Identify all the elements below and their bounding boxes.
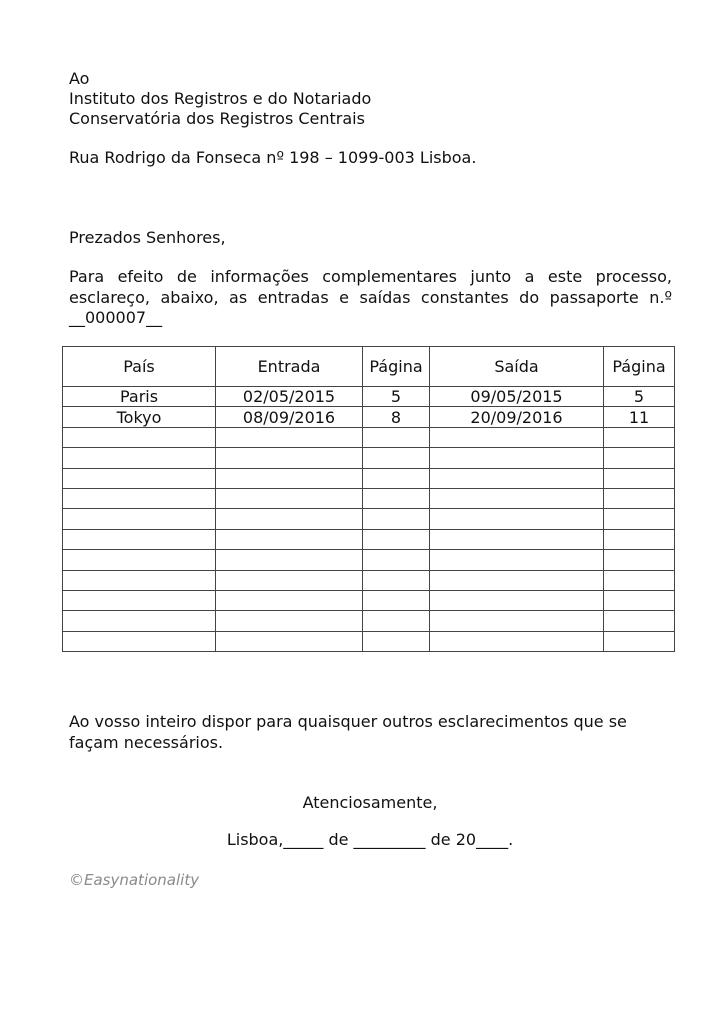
table-row (63, 590, 675, 610)
table-cell: 20/09/2016 (430, 407, 604, 427)
table-cell (430, 427, 604, 447)
table-cell (63, 590, 216, 610)
table-cell: 02/05/2015 (216, 387, 363, 407)
header-entry-page: Página (363, 347, 430, 387)
table-cell (430, 468, 604, 488)
copyright-watermark: ©Easynationality (69, 871, 200, 889)
header-entry: Entrada (216, 347, 363, 387)
table-cell (363, 590, 430, 610)
table-cell (63, 448, 216, 468)
table-cell (363, 631, 430, 651)
table-cell (63, 631, 216, 651)
table-cell (363, 611, 430, 631)
table-cell (363, 468, 430, 488)
date-line: Lisboa,_____ de _________ de 20____. (226, 830, 514, 849)
salutation: Prezados Senhores, (69, 228, 226, 247)
table-cell (216, 488, 363, 508)
table-row (63, 448, 675, 468)
table-cell (63, 550, 216, 570)
table-cell: 09/05/2015 (430, 387, 604, 407)
address-street: Rua Rodrigo da Fonseca nº 198 – 1099-003 Lisboa. (69, 148, 477, 167)
table-cell (63, 611, 216, 631)
table-cell (63, 468, 216, 488)
table-cell (604, 631, 675, 651)
table-cell: 8 (363, 407, 430, 427)
table-cell (63, 488, 216, 508)
table-cell: 08/09/2016 (216, 407, 363, 427)
table-cell: Tokyo (63, 407, 216, 427)
table-cell (63, 509, 216, 529)
table-body (63, 387, 675, 652)
table-cell (604, 529, 675, 549)
table-cell: 11 (604, 407, 675, 427)
table-row (63, 550, 675, 570)
table-cell (216, 550, 363, 570)
closing-paragraph: Ao vosso inteiro dispor para quaisquer outros esclarecimentos que se façam necessários. (69, 712, 627, 752)
table-cell (430, 570, 604, 590)
table-cell (216, 448, 363, 468)
table-cell (604, 550, 675, 570)
table-cell (363, 570, 430, 590)
table-cell (363, 448, 430, 468)
passport-stamps-table (62, 346, 675, 652)
table-cell (430, 448, 604, 468)
sign-off: Atenciosamente, (302, 793, 438, 812)
table-cell (604, 468, 675, 488)
table-row (63, 387, 675, 407)
table-row (63, 407, 675, 427)
table-cell (363, 529, 430, 549)
table-cell (216, 468, 363, 488)
table-cell (430, 488, 604, 508)
table-cell (604, 590, 675, 610)
table-cell (604, 488, 675, 508)
table-cell (363, 427, 430, 447)
table-row (63, 529, 675, 549)
table-cell (216, 570, 363, 590)
table-cell (430, 509, 604, 529)
table-cell (430, 631, 604, 651)
table-cell (430, 529, 604, 549)
table-row (63, 509, 675, 529)
table-cell (63, 427, 216, 447)
table-row (63, 631, 675, 651)
table-cell (363, 488, 430, 508)
table-row (63, 570, 675, 590)
table-cell (216, 590, 363, 610)
table-row (63, 427, 675, 447)
table-cell: 5 (604, 387, 675, 407)
table-cell (216, 631, 363, 651)
table-cell (604, 611, 675, 631)
header-country: País (63, 347, 216, 387)
table-cell (216, 509, 363, 529)
table-cell (363, 509, 430, 529)
address-line-institute: Instituto dos Registros e do Notariado (69, 89, 372, 108)
table-cell (604, 427, 675, 447)
header-exit: Saída (430, 347, 604, 387)
table-cell (63, 570, 216, 590)
table-cell: Paris (63, 387, 216, 407)
address-line-office: Conservatória dos Registros Centrais (69, 109, 365, 128)
table-cell (363, 550, 430, 570)
table-cell (604, 509, 675, 529)
table-row (63, 488, 675, 508)
table-row (63, 611, 675, 631)
intro-paragraph: Para efeito de informações complementares junto a este processo, esclareço, abaixo, as entradas e saídas constantes do passaporte n.º __000007__ (69, 267, 672, 327)
table-row (63, 468, 675, 488)
table-cell (604, 570, 675, 590)
table-cell (430, 550, 604, 570)
table-cell (216, 427, 363, 447)
table-cell (216, 529, 363, 549)
header-exit-page: Página (604, 347, 675, 387)
address-line-to: Ao (69, 69, 90, 88)
table-cell: 5 (363, 387, 430, 407)
table-cell (430, 611, 604, 631)
table-cell (604, 448, 675, 468)
table-cell (216, 611, 363, 631)
table-cell (63, 529, 216, 549)
table-cell (430, 590, 604, 610)
table-header-row (63, 347, 675, 387)
